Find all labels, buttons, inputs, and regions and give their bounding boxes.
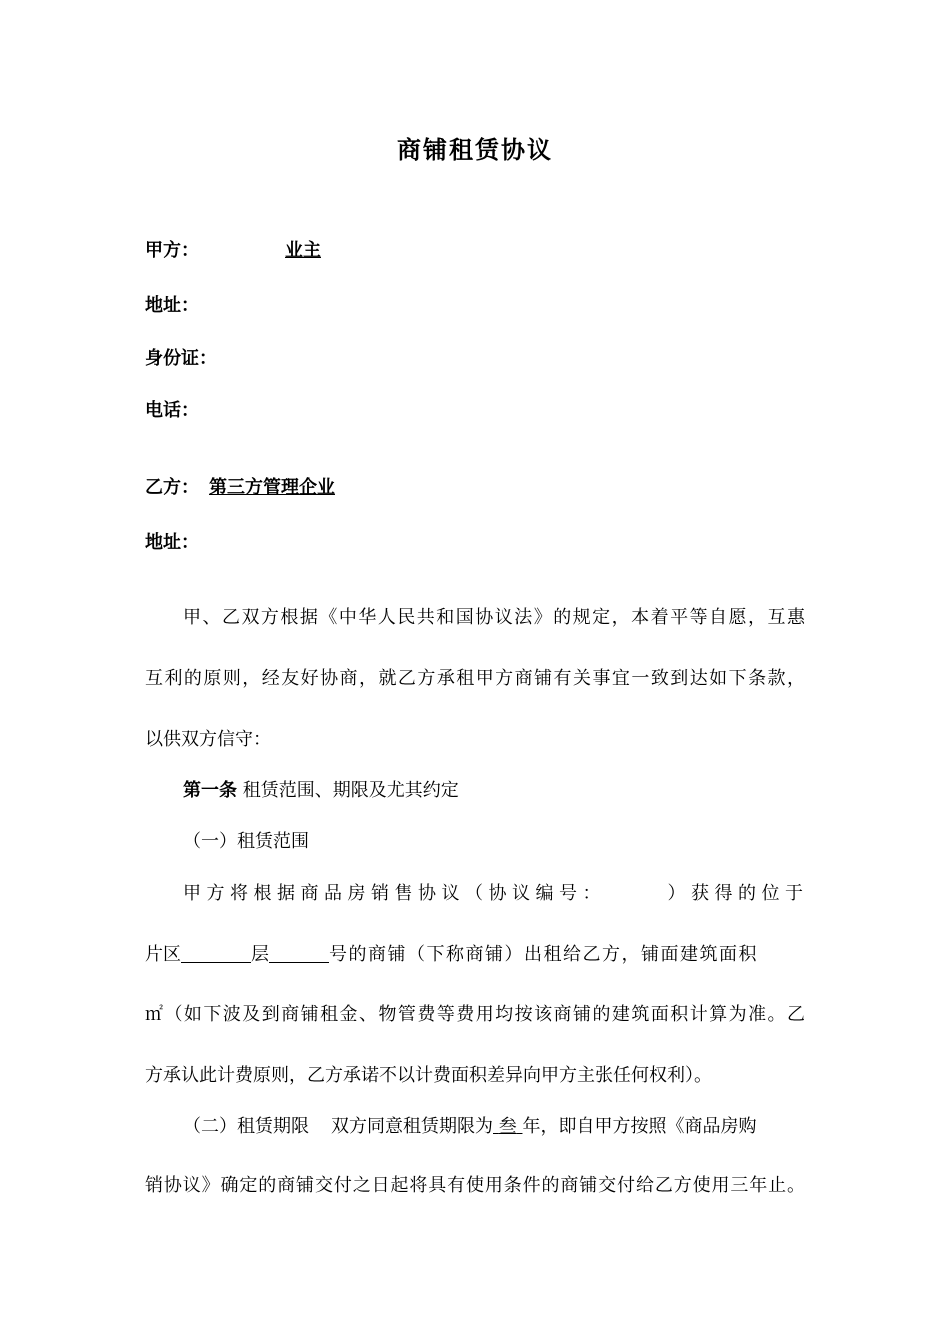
party-a-id-label: 身份证：: [145, 348, 217, 369]
section-1-title: （一）租赁范围: [183, 831, 309, 852]
section-2-line-2: 销协议》确定的商铺交付之日起将具有使用条件的商铺交付给乙方使用三年止。: [145, 1175, 805, 1196]
party-a-address-label: 地址：: [145, 295, 199, 316]
document-title: 商铺租赁协议: [397, 135, 553, 164]
intro-line-3: 以供双方信守：: [145, 729, 271, 750]
floor-blank[interactable]: [181, 944, 251, 963]
party-b-address-label: 地址：: [145, 532, 199, 553]
article-1-number: 第一条: [183, 780, 237, 801]
party-b-line: [145, 473, 367, 499]
section-1-line-3: ㎡（如下波及到商铺租金、物管费等费用均按该商铺的建筑面积计算为准。乙: [145, 1004, 805, 1025]
party-a-label: 甲方：: [145, 240, 199, 261]
unit-number-blank[interactable]: [269, 944, 329, 963]
section-1-line-4: 方承认此计费原则，乙方承诺不以计费面积差异向甲方主张任何权利）。: [145, 1065, 712, 1086]
article-1-heading: [145, 776, 805, 802]
article-1-title: 租赁范围、期限及尤其约定: [242, 780, 459, 801]
party-b-value: 第三方管理企业: [209, 477, 335, 498]
lease-years-value: 叁: [498, 1116, 517, 1137]
intro-line-1: 甲、乙双方根据《中华人民共和国协议法》的规定，本着平等自愿，互惠: [183, 607, 805, 628]
section-2-title: （二）租赁期限: [183, 1116, 309, 1137]
section-1-line-2: 片区 层 号的商铺（下称商铺）出租给乙方，铺面建筑面积: [145, 944, 758, 965]
section-2-line-1: （二）租赁期限 双方同意租赁期限为 叁 年，即自甲方按照《商品房购: [183, 1116, 757, 1137]
party-a-line: [145, 236, 321, 262]
section-1-line-1: 甲方将根据商品房销售协议（协议编号： ）获得的位于: [183, 883, 805, 904]
intro-line-2: 互利的原则，经友好协商，就乙方承租甲方商铺有关事宜一致到达如下条款，: [145, 668, 805, 689]
party-b-label: 乙方：: [145, 477, 199, 498]
party-a-phone-label: 电话：: [145, 400, 199, 421]
party-a-value: 业主: [285, 240, 321, 261]
